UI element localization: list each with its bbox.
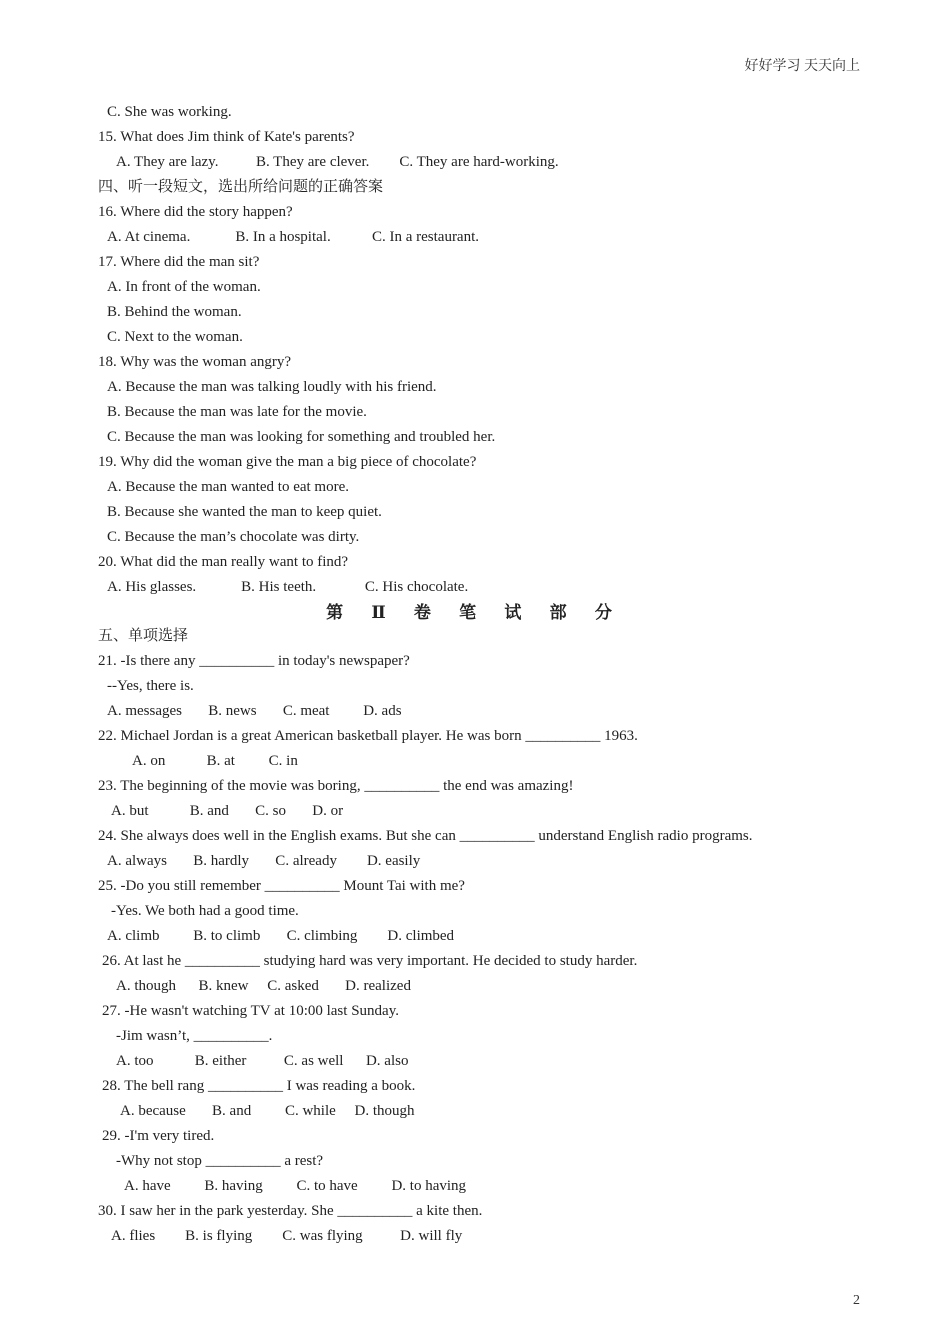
text-line: A. though B. knew C. asked D. realized bbox=[116, 978, 411, 994]
text-line: 18. Why was the woman angry? bbox=[98, 354, 292, 370]
text-line: 16. Where did the story happen? bbox=[98, 204, 293, 220]
page-header: 好好学习 天天向上 bbox=[744, 59, 860, 74]
text-line: A. They are lazy. B. They are clever. C. They are hard-working. bbox=[116, 154, 559, 170]
text-line: A. always B. hardly C. already D. easily bbox=[107, 853, 421, 869]
text-line: 19. Why did the woman give the man a big piece of chocolate? bbox=[98, 454, 477, 470]
text-line: 29. -I'm very tired. bbox=[102, 1128, 215, 1144]
text-line: 17. Where did the man sit? bbox=[98, 254, 260, 270]
text-line: A. In front of the woman. bbox=[107, 279, 261, 295]
text-line: --Yes, there is. bbox=[107, 678, 194, 694]
text-line: 24. She always does well in the English exams. But she can __________ understand English radio programs. bbox=[98, 828, 753, 844]
section-title: 第 Ⅱ 卷 笔 试 部 分 bbox=[326, 603, 624, 622]
text-line: 27. -He wasn't watching TV at 10:00 last Sunday. bbox=[102, 1003, 399, 1019]
text-line: A. but B. and C. so D. or bbox=[111, 803, 344, 819]
text-line: 22. Michael Jordan is a great American basketball player. He was born __________ 1963. bbox=[98, 728, 638, 744]
text-line: 25. -Do you still remember __________ Mount Tai with me? bbox=[98, 878, 465, 894]
text-line: 15. What does Jim think of Kate's parents? bbox=[98, 129, 355, 145]
text-line: -Jim wasn’t, __________. bbox=[116, 1028, 273, 1044]
text-line: 26. At last he __________ studying hard was very important. He decided to study harder. bbox=[102, 953, 638, 969]
text-line: A. Because the man wanted to eat more. bbox=[107, 479, 349, 495]
section-heading: 四、听一段短文，选出所给问题的正确答案 bbox=[98, 179, 384, 195]
text-line: 21. -Is there any __________ in today's newspaper? bbox=[98, 653, 410, 669]
text-line: C. Because the man was looking for something and troubled her. bbox=[107, 429, 496, 445]
text-line: C. Because the man’s chocolate was dirty. bbox=[107, 529, 360, 545]
text-line: B. Because she wanted the man to keep quiet. bbox=[107, 504, 382, 520]
text-line: A. messages B. news C. meat D. ads bbox=[107, 703, 402, 719]
text-line: A. on B. at C. in bbox=[132, 753, 298, 769]
text-line: 23. The beginning of the movie was boring, __________ the end was amazing! bbox=[98, 778, 574, 794]
text-line: 28. The bell rang __________ I was reading a book. bbox=[102, 1078, 416, 1094]
text-line: -Yes. We both had a good time. bbox=[111, 903, 299, 919]
text-line: A. have B. having C. to have D. to having bbox=[124, 1178, 467, 1194]
text-line: A. flies B. is flying C. was flying D. will fly bbox=[111, 1228, 463, 1244]
text-line: B. Because the man was late for the movie. bbox=[107, 404, 367, 420]
text-line: A. Because the man was talking loudly with his friend. bbox=[107, 379, 437, 395]
text-line: A. His glasses. B. His teeth. C. His chocolate. bbox=[107, 579, 469, 595]
text-line: -Why not stop __________ a rest? bbox=[116, 1153, 324, 1169]
text-line: 20. What did the man really want to find? bbox=[98, 554, 349, 570]
text-line: C. Next to the woman. bbox=[107, 329, 243, 345]
text-line: B. Behind the woman. bbox=[107, 304, 242, 320]
text-line: A. because B. and C. while D. though bbox=[120, 1103, 415, 1119]
text-line: A. climb B. to climb C. climbing D. climbed bbox=[107, 928, 455, 944]
text-line: 30. I saw her in the park yesterday. She __________ a kite then. bbox=[98, 1203, 483, 1219]
section-heading: 五、单项选择 bbox=[98, 628, 189, 644]
text-line: A. too B. either C. as well D. also bbox=[116, 1053, 409, 1069]
text-line: C. She was working. bbox=[107, 104, 232, 120]
page-number: 2 bbox=[853, 1293, 860, 1308]
text-line: A. At cinema. B. In a hospital. C. In a restaurant. bbox=[107, 229, 480, 245]
